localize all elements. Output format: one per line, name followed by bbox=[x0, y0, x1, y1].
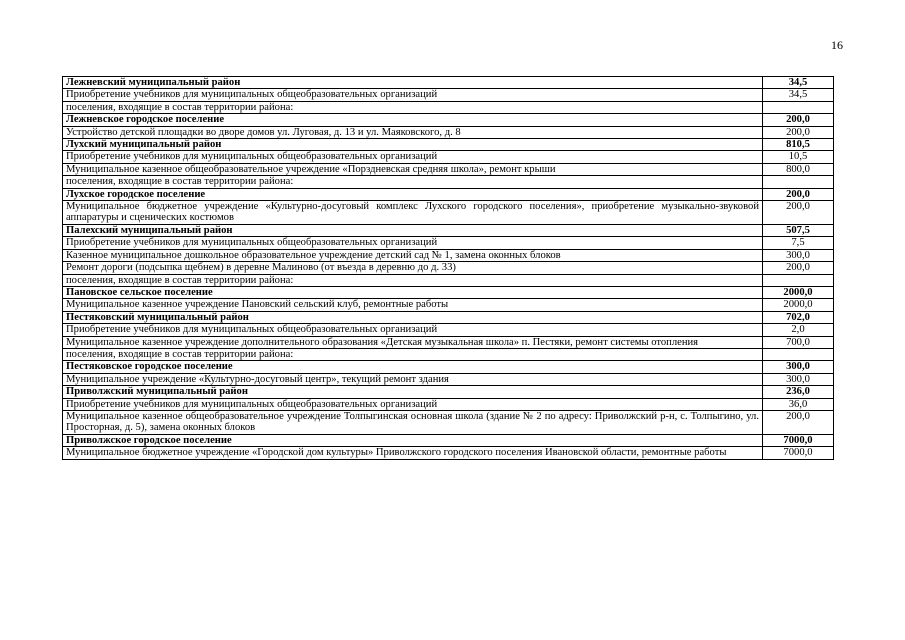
item-amount: 7,5 bbox=[763, 237, 834, 249]
section-title: Лухское городское поселение bbox=[63, 188, 763, 200]
section-row bbox=[63, 188, 834, 200]
item-amount: 36,0 bbox=[763, 398, 834, 410]
section-row bbox=[63, 361, 834, 373]
section-row bbox=[63, 139, 834, 151]
item-amount: 7000,0 bbox=[763, 447, 834, 459]
budget-table bbox=[62, 76, 834, 460]
section-row bbox=[63, 114, 834, 126]
item-description: поселения, входящие в состав территории района: bbox=[63, 176, 763, 188]
section-total: 300,0 bbox=[763, 361, 834, 373]
item-amount: 2,0 bbox=[763, 324, 834, 336]
item-description: Ремонт дороги (подсыпка щебнем) в деревне Малиново (от въезда в деревню до д. 33) bbox=[63, 262, 763, 274]
item-amount: 300,0 bbox=[763, 249, 834, 261]
table-row bbox=[63, 249, 834, 261]
section-total: 34,5 bbox=[763, 77, 834, 89]
table-row bbox=[63, 373, 834, 385]
section-title: Пестяковский муниципальный район bbox=[63, 311, 763, 323]
section-row bbox=[63, 311, 834, 323]
section-title: Пестяковское городское поселение bbox=[63, 361, 763, 373]
section-title: Лежневский муниципальный район bbox=[63, 77, 763, 89]
section-total: 507,5 bbox=[763, 224, 834, 236]
section-total: 2000,0 bbox=[763, 286, 834, 298]
table-row bbox=[63, 299, 834, 311]
section-total: 810,5 bbox=[763, 139, 834, 151]
item-amount: 200,0 bbox=[763, 410, 834, 434]
table-row bbox=[63, 447, 834, 459]
table-row bbox=[63, 151, 834, 163]
item-description: Муниципальное казенное общеобразовательное учреждение Толпыгинская основная школа (здание № 2 по адресу: Приволжский р-н, с. Толпыгино, ул. Просторная, д. 5), замена оконных блоков bbox=[63, 410, 763, 434]
table-row bbox=[63, 126, 834, 138]
table-row bbox=[63, 274, 834, 286]
table-row bbox=[63, 176, 834, 188]
table-row bbox=[63, 398, 834, 410]
item-amount: 10,5 bbox=[763, 151, 834, 163]
item-description: поселения, входящие в состав территории района: bbox=[63, 348, 763, 360]
section-title: Пановское сельское поселение bbox=[63, 286, 763, 298]
page-number: 16 bbox=[831, 38, 843, 52]
table-row bbox=[63, 163, 834, 175]
item-amount bbox=[763, 274, 834, 286]
item-description: Устройство детской площадки во дворе домов ул. Луговая, д. 13 и ул. Маяковского, д. 8 bbox=[63, 126, 763, 138]
item-description: Приобретение учебников для муниципальных общеобразовательных организаций bbox=[63, 398, 763, 410]
table-body bbox=[63, 77, 834, 460]
section-row bbox=[63, 434, 834, 446]
table-row bbox=[63, 410, 834, 434]
item-amount bbox=[763, 176, 834, 188]
item-amount: 200,0 bbox=[763, 262, 834, 274]
table-row bbox=[63, 201, 834, 225]
item-description: Муниципальное казенное общеобразовательное учреждение «Порздневская средняя школа», ремонт крыши bbox=[63, 163, 763, 175]
section-row bbox=[63, 77, 834, 89]
item-amount: 700,0 bbox=[763, 336, 834, 348]
table-row bbox=[63, 101, 834, 113]
item-description: Приобретение учебников для муниципальных общеобразовательных организаций bbox=[63, 89, 763, 101]
item-description: Приобретение учебников для муниципальных общеобразовательных организаций bbox=[63, 237, 763, 249]
section-total: 7000,0 bbox=[763, 434, 834, 446]
item-description: Казенное муниципальное дошкольное образовательное учреждение детский сад № 1, замена оконных блоков bbox=[63, 249, 763, 261]
section-row bbox=[63, 286, 834, 298]
item-description: поселения, входящие в состав территории района: bbox=[63, 274, 763, 286]
table-row bbox=[63, 336, 834, 348]
table-row bbox=[63, 348, 834, 360]
section-title: Приволжское городское поселение bbox=[63, 434, 763, 446]
section-row bbox=[63, 224, 834, 236]
item-amount: 2000,0 bbox=[763, 299, 834, 311]
item-amount bbox=[763, 348, 834, 360]
section-total: 236,0 bbox=[763, 386, 834, 398]
table-row bbox=[63, 89, 834, 101]
item-description: Муниципальное бюджетное учреждение «Городской дом культуры» Приволжского городского поселения Ивановской области, ремонтные работы bbox=[63, 447, 763, 459]
item-amount bbox=[763, 101, 834, 113]
section-title: Лежневское городское поселение bbox=[63, 114, 763, 126]
item-description: Приобретение учебников для муниципальных общеобразовательных организаций bbox=[63, 151, 763, 163]
table-row bbox=[63, 324, 834, 336]
section-total: 200,0 bbox=[763, 188, 834, 200]
section-title: Палехский муниципальный район bbox=[63, 224, 763, 236]
item-description: Приобретение учебников для муниципальных общеобразовательных организаций bbox=[63, 324, 763, 336]
section-total: 702,0 bbox=[763, 311, 834, 323]
section-title: Приволжский муниципальный район bbox=[63, 386, 763, 398]
item-amount: 300,0 bbox=[763, 373, 834, 385]
item-description: Муниципальное казенное учреждение Пановский сельский клуб, ремонтные работы bbox=[63, 299, 763, 311]
table-row bbox=[63, 262, 834, 274]
item-amount: 200,0 bbox=[763, 201, 834, 225]
section-title: Лухский муниципальный район bbox=[63, 139, 763, 151]
item-description: поселения, входящие в состав территории района: bbox=[63, 101, 763, 113]
item-description: Муниципальное учреждение «Культурно-досуговый центр», текущий ремонт здания bbox=[63, 373, 763, 385]
item-amount: 200,0 bbox=[763, 126, 834, 138]
section-row bbox=[63, 386, 834, 398]
item-amount: 34,5 bbox=[763, 89, 834, 101]
item-amount: 800,0 bbox=[763, 163, 834, 175]
item-description: Муниципальное бюджетное учреждение «Культурно-досуговый комплекс Лухского городского поселения», приобретение музыкально-звуковой аппаратуры и сценических костюмов bbox=[63, 201, 763, 225]
item-description: Муниципальное казенное учреждение дополнительного образования «Детская музыкальная школа» п. Пестяки, ремонт системы отопления bbox=[63, 336, 763, 348]
table-row bbox=[63, 237, 834, 249]
section-total: 200,0 bbox=[763, 114, 834, 126]
